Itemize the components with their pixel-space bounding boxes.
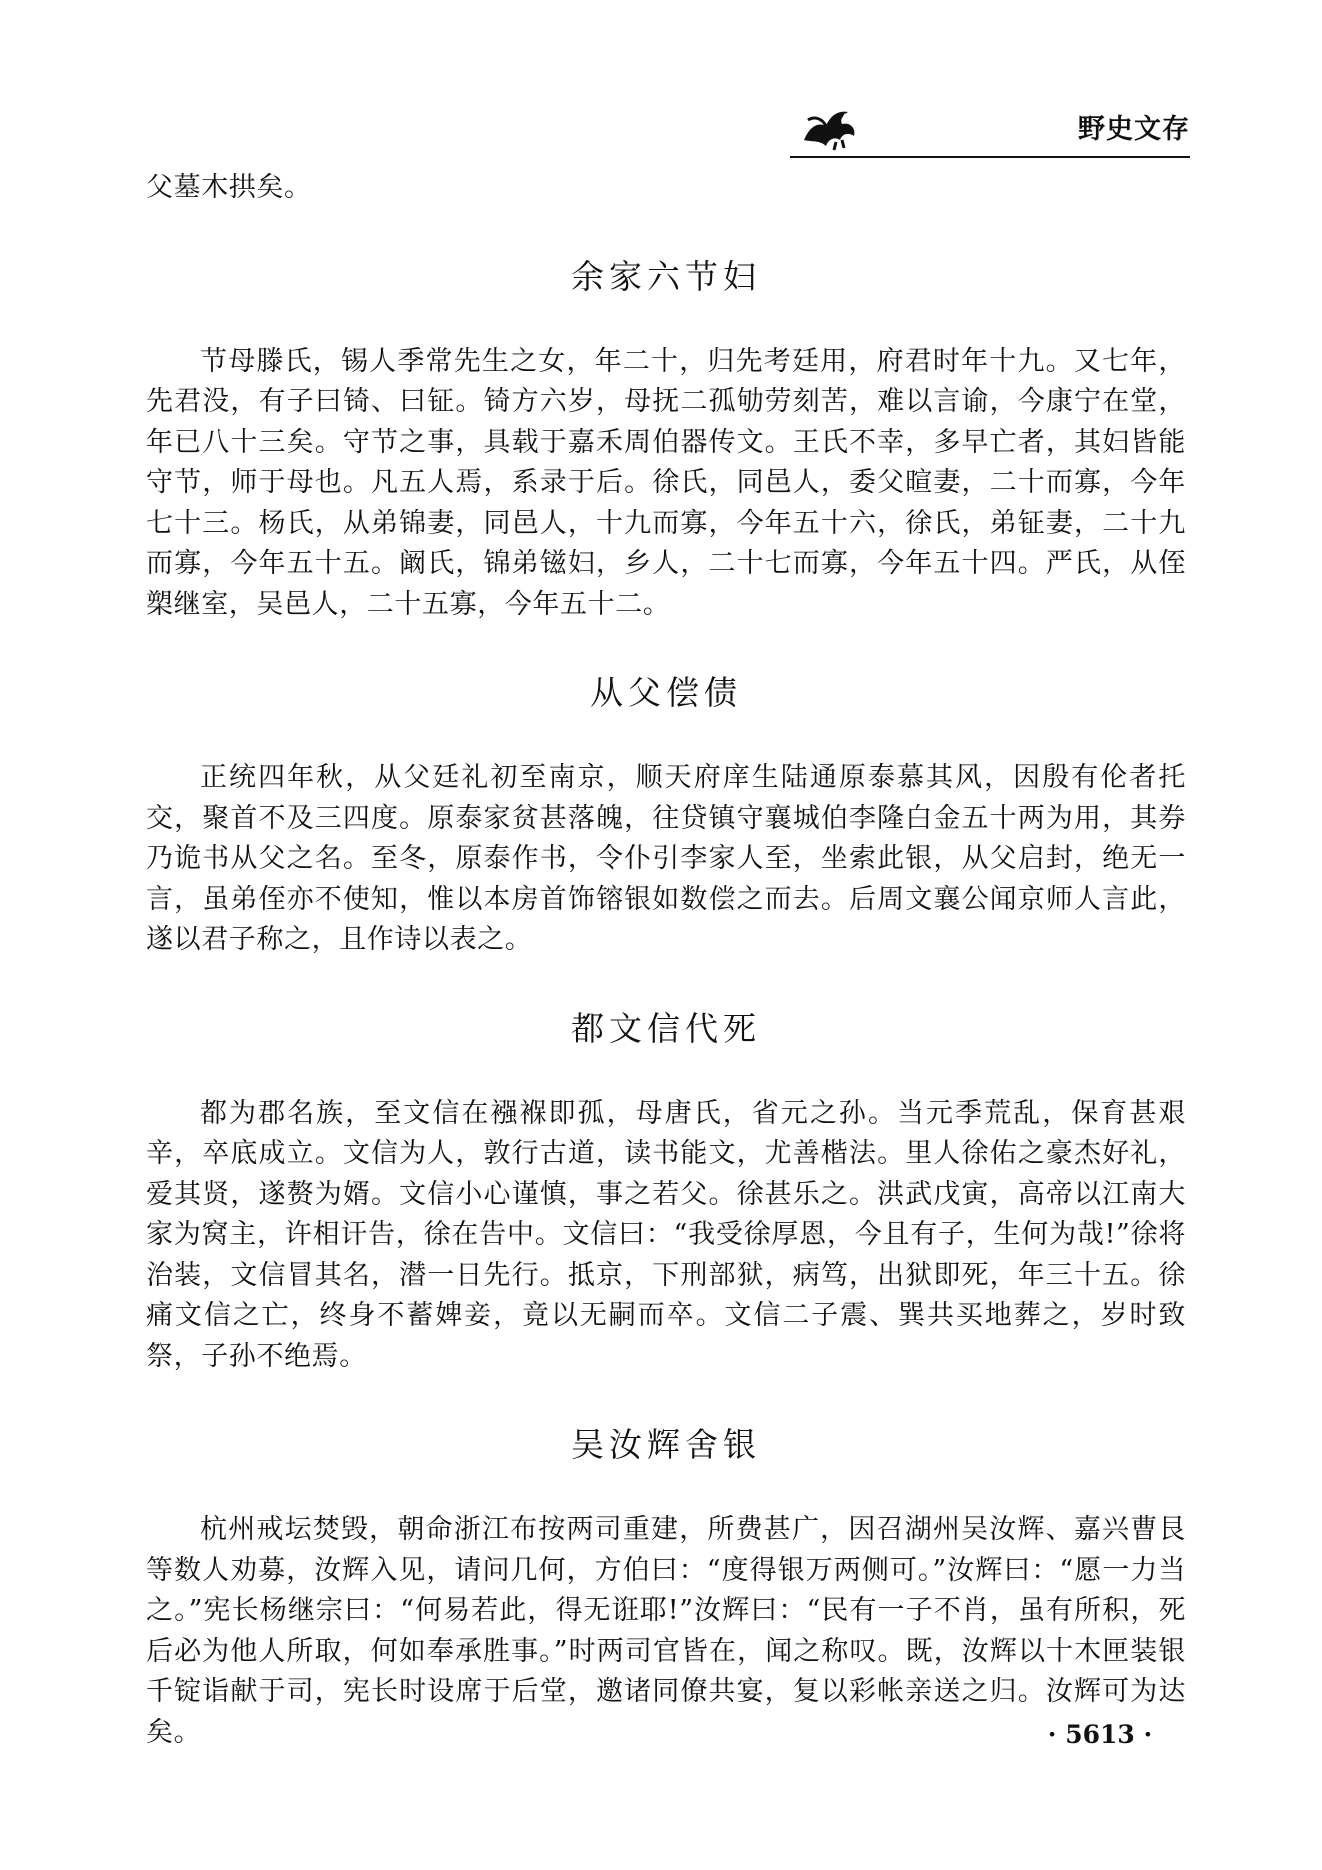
section-title: 吴汝辉舍银 xyxy=(571,1425,761,1464)
series-title: 野史文存 xyxy=(1078,114,1190,145)
main-text xyxy=(146,168,1186,1753)
dragon-emblem-icon xyxy=(796,96,860,152)
page-number: · 5613 · xyxy=(1047,1720,1153,1749)
section-paragraph: 节母滕氏，锡人季常先生之女，年二十，归先考廷用，府君时年十九。又七年，先君没，有子曰锜、曰钲。锜方六岁，母抚二孤劬劳刻苦，难以言谕，今康宁在堂，年已八十三矣。守节之事，具载于嘉禾周伯器传文。王氏不幸，多早亡者，其妇皆能守节，师于母也。凡五人焉，系录于后。徐氏，同邑人，委父暄妻，二十而寡，今年七十三。杨氏，从弟锦妻，同邑人，十九而寡，今年五十六，徐氏，弟钲妻，二十九而寡，今年五十五。阚氏，锦弟镃妇，乡人，二十七而寡，今年五十四。严氏，从侄槊继室，吴邑人，二十五寡，今年五十二。 xyxy=(146,345,1186,620)
section-title: 都文信代死 xyxy=(571,1008,761,1048)
section-paragraph: 正统四年秋，从父廷礼初至南京，顺天府庠生陆通原泰慕其风，因殷有伦者托交，聚首不及三四度。原泰家贫甚落魄，往贷镇守襄城伯李隆白金五十两为用，其券乃诡书从父之名。至冬，原泰作书，令仆引李家人至，坐索此银，从父启封，绝无一言，虽弟侄亦不使知，惟以本房首饰镕银如数偿之而去。后周文襄公闻京师人言此，遂以君子称之，且作诗以表之。 xyxy=(146,762,1186,955)
section-title: 余家六节妇 xyxy=(571,256,761,296)
running-header xyxy=(790,88,1190,158)
section-paragraph: 杭州戒坛焚毁，朝命浙江布按两司重建，所费甚广，因召湖州吴汝辉、嘉兴曹艮等数人劝募，汝辉入见，请问几何，方伯曰：“度得银万两侧可。”汝辉曰：“愿一力当之。”宪长杨继宗曰：“何易若此，得无诳耶!”汝辉曰：“民有一子不肖，虽有所积，死后必为他人所取，何如奉承胜事。”时两司官皆在，闻之称叹。既，汝辉以十木匣装银千锭诣献于司，宪长时设席于后堂，邀诸同僚共宴，复以彩帐亲送之归。汝辉可为达矣。 xyxy=(146,1514,1186,1748)
section-paragraph: 都为郡名族，至文信在襁褓即孤，母唐氏，省元之孙。当元季荒乱，保育甚艰辛，卒底成立。文信为人，敦行古道，读书能文，尤善楷法。里人徐佑之豪杰好礼，爱其贤，遂赘为婿。文信小心谨慎，事之若父。徐甚乐之。洪武戊寅，高帝以江南大家为窝主，许相讦告，徐在告中。文信曰：“我受徐厚恩，今且有子，生何为哉!”徐将治装，文信冒其名，潜一日先行。抵京，下刑部狱，病笃，出狱即死，年三十五。徐痛文信之亡，终身不蓄婢妾，竟以无嗣而卒。文信二子震、巽共买地葬之，岁时致祭，子孙不绝焉。 xyxy=(146,1097,1186,1372)
header-rule xyxy=(790,156,1190,158)
continuation-text: 父墓木拱矣。 xyxy=(146,172,312,203)
section-title: 从父偿债 xyxy=(590,673,742,712)
